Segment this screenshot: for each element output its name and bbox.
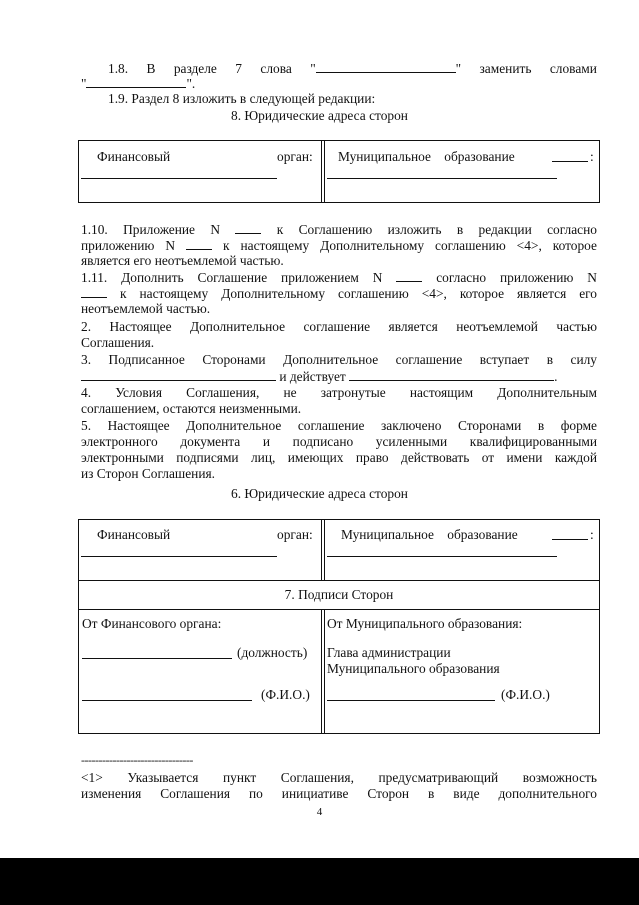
quote: " <box>310 61 316 76</box>
footnote-separator: -------------------------------- <box>81 753 193 767</box>
blank-line <box>552 161 588 162</box>
text: к Соглашению изложить в редакции согласно <box>276 222 597 237</box>
text: В <box>146 61 156 76</box>
blank-line <box>86 75 186 88</box>
text: 1.10. Приложение N <box>81 222 221 237</box>
address-table-1 <box>78 140 600 203</box>
row-divider <box>79 609 599 610</box>
position-label: (должность) <box>237 645 308 660</box>
clause-5-line4: из Сторон Соглашения. <box>81 466 215 481</box>
blank-line <box>396 269 422 282</box>
text: и действует <box>279 369 346 384</box>
right-signature-title: От Муниципального образования: <box>327 616 523 631</box>
fio-left: (Ф.И.О.) <box>261 687 310 702</box>
blank-line <box>327 700 495 701</box>
clause-1-9: 1.9. Раздел 8 изложить в следующей редакции: <box>108 91 376 106</box>
quoted-blank <box>310 61 461 76</box>
clause-1-11-line2 <box>81 285 597 302</box>
blank-line <box>316 60 456 73</box>
footnote-line1: <1> Указывается пункт Соглашения, предусматривающий возможность <box>81 770 597 785</box>
fio-right: (Ф.И.О.) <box>501 687 550 702</box>
left-signature-title: От Финансового органа: <box>82 616 222 631</box>
quote: ". <box>186 76 196 91</box>
footnote-line2: изменения Соглашения по инициативе Сторон в виде дополнительного <box>81 786 597 801</box>
blank-line <box>327 556 557 557</box>
blank-line <box>81 285 107 298</box>
blank-line <box>552 539 588 540</box>
head-admin-line2: Муниципального образования <box>327 661 500 676</box>
text: к настоящему Дополнительному соглашению <4>, которое является его <box>119 286 597 301</box>
clause-1-11-line1 <box>81 269 597 286</box>
scan-border <box>0 858 639 905</box>
text: слова <box>260 61 292 76</box>
left-org: орган: <box>277 527 313 542</box>
text: 7 <box>235 61 242 76</box>
clause-5-line3: электронными подписями лиц, имеющих право действовать от имени каждой <box>81 450 597 465</box>
left-label: Финансовый <box>97 527 171 542</box>
clause-1-8-line2 <box>81 75 597 92</box>
text: заменить <box>479 61 532 76</box>
blank-line <box>82 658 232 659</box>
text: 1.8. <box>108 61 129 76</box>
table-divider <box>324 609 325 733</box>
table-divider <box>321 141 322 202</box>
text: к настоящему Дополнительному соглашению <4>, которое <box>223 238 597 253</box>
blank-line <box>82 700 252 701</box>
right-label: Муниципальное образование <box>338 149 515 164</box>
clause-5-line1: 5. Настоящее Дополнительное соглашение заключено Сторонами в форме <box>81 418 597 433</box>
clause-2-line2: Соглашения. <box>81 335 155 350</box>
section-6-heading: 6. Юридические адреса сторон <box>231 486 408 501</box>
clause-4-line1: 4. Условия Соглашения, не затронутые настоящим Дополнительным <box>81 385 597 400</box>
section-8-heading: 8. Юридические адреса сторон <box>231 108 408 123</box>
page-number: 4 <box>316 806 323 818</box>
text: согласно приложению N <box>436 270 597 285</box>
signatures-heading: 7. Подписи Сторон <box>284 587 394 602</box>
blank-line <box>81 368 276 381</box>
text: приложению N <box>81 238 176 253</box>
right-colon: : <box>590 149 594 164</box>
quote: " <box>455 61 462 76</box>
table-divider <box>321 520 322 580</box>
right-colon: : <box>590 527 594 542</box>
table-divider <box>324 141 325 202</box>
head-admin-line1: Глава администрации <box>327 645 451 660</box>
table-divider <box>321 609 322 733</box>
clause-2-line1: 2. Настоящее Дополнительное соглашение является неотъемлемой частью <box>81 319 597 334</box>
text: 1.11. Дополнить Соглашение приложением N <box>81 270 383 285</box>
clause-3-line1: 3. Подписанное Сторонами Дополнительное соглашение вступает в силу <box>81 352 597 367</box>
blank-line <box>349 368 554 381</box>
right-label: Муниципальное образование <box>341 527 518 542</box>
blank-line <box>81 178 277 179</box>
text: . <box>554 369 558 384</box>
blank-line <box>186 237 212 250</box>
clause-4-line2: соглашением, остаются неизменными. <box>81 401 302 416</box>
left-label: Финансовый <box>97 149 171 164</box>
text: словами <box>549 61 597 76</box>
clause-1-10-line3: является его неотъемлемой частью. <box>81 253 284 268</box>
clause-5-line2: электронного документа и подписано усиленными квалифицированными <box>81 434 597 449</box>
text: разделе <box>173 61 217 76</box>
table-divider <box>324 520 325 580</box>
clause-1-10-line2 <box>81 237 597 254</box>
row-divider <box>79 580 599 581</box>
blank-line <box>235 221 261 234</box>
quote: " <box>81 76 87 91</box>
blank-line <box>327 178 557 179</box>
clause-1-10-line1 <box>81 221 597 238</box>
blank-line <box>81 556 277 557</box>
address-signature-table <box>78 519 600 734</box>
clause-3-line2 <box>81 368 597 385</box>
left-org: орган: <box>277 149 313 164</box>
clause-1-11-line3: неотъемлемой частью. <box>81 301 211 316</box>
